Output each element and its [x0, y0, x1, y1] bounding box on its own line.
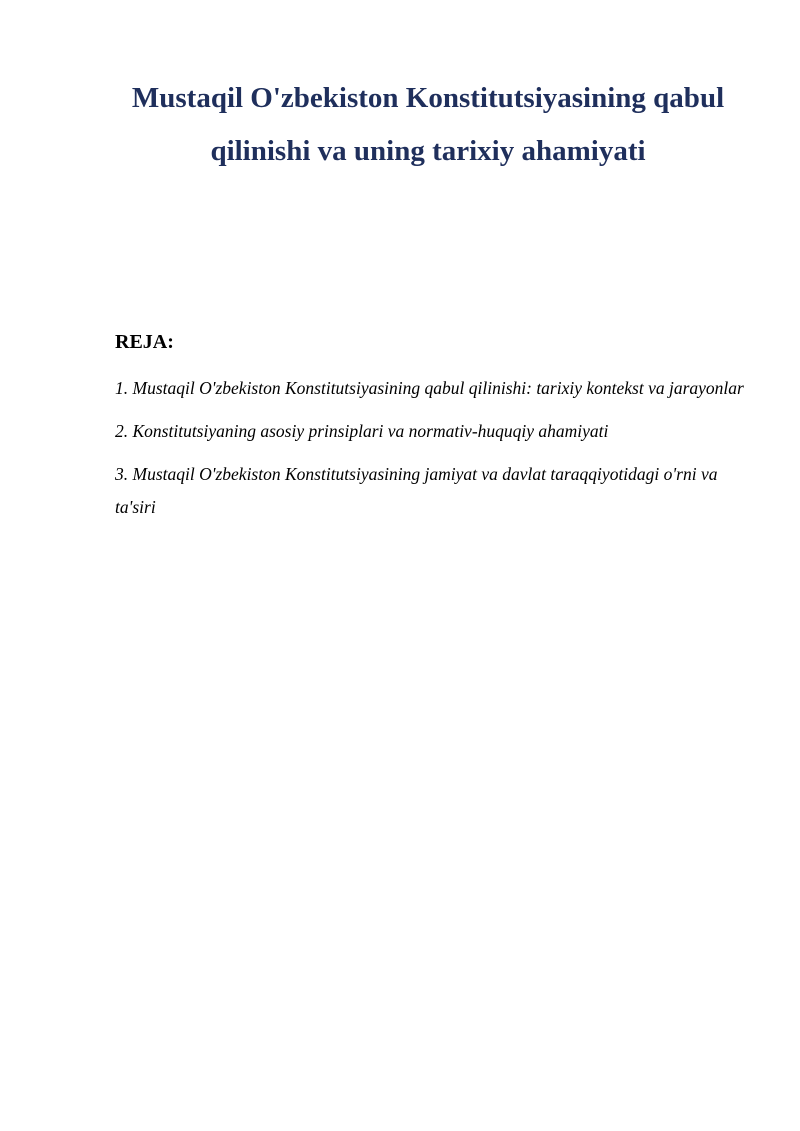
plan-item-1: 1. Mustaqil O'zbekiston Konstitutsiyasining qabul qilinishi: tarixiy kontekst va jarayonlar — [115, 378, 744, 398]
title-line-1: Mustaqil O'zbekiston Konstitutsiyasining qabul — [131, 82, 725, 114]
plan-list — [115, 372, 745, 534]
plan-heading: REJA: — [115, 331, 174, 353]
plan-item-3: 3. Mustaqil O'zbekiston Konstitutsiyasining jamiyat va davlat taraqqiyotidagi o'rni va ta'siri — [115, 464, 718, 517]
title-line-2: qilinishi va uning tarixiy ahamiyati — [210, 135, 646, 167]
plan-item-2: 2. Konstitutsiyaning asosiy prinsiplari va normativ-huquqiy ahamiyati — [115, 421, 609, 441]
document-title — [100, 72, 756, 178]
